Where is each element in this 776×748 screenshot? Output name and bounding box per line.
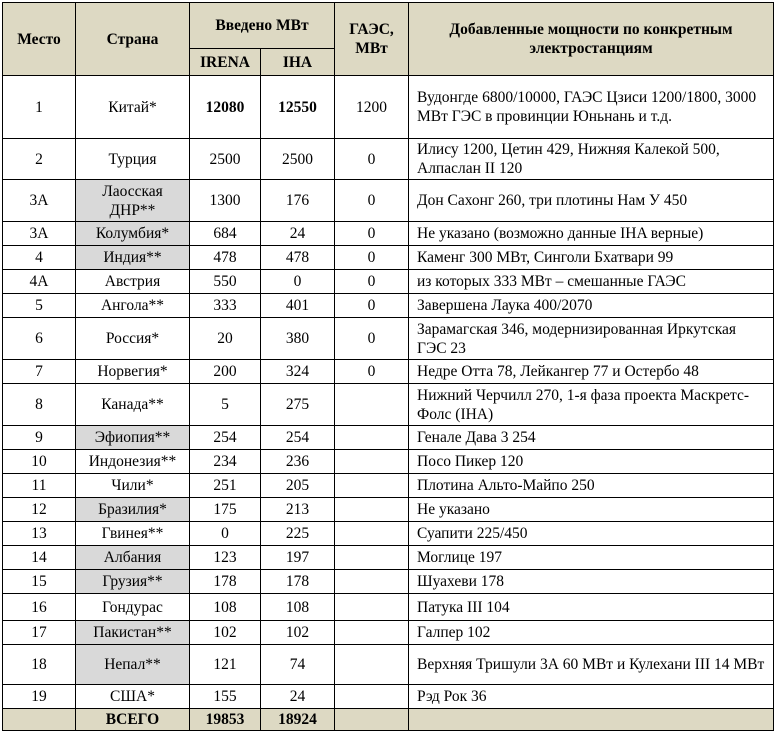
irena-cell: 20 — [190, 318, 261, 360]
header-introduced: Введено МВт — [190, 3, 335, 49]
gaes-cell: 0 — [335, 294, 409, 318]
gaes-cell: 1200 — [335, 76, 409, 139]
total-place-cell — [3, 709, 76, 731]
irena-cell: 12080 — [190, 76, 261, 139]
place-cell: 10 — [3, 450, 76, 474]
gaes-cell — [335, 685, 409, 709]
iha-cell: 24 — [261, 685, 335, 709]
place-cell: 4А — [3, 270, 76, 294]
irena-cell: 234 — [190, 450, 261, 474]
iha-cell: 254 — [261, 426, 335, 450]
added-capacity-cell: Вудонгде 6800/10000, ГАЭС Цзиси 1200/1800, 3000 МВт ГЭС в провинции Юньнань и т.д. — [409, 76, 774, 139]
irena-cell: 478 — [190, 246, 261, 270]
iha-cell: 205 — [261, 474, 335, 498]
place-cell: 7 — [3, 360, 76, 384]
iha-cell: 12550 — [261, 76, 335, 139]
table-row — [3, 685, 774, 709]
gaes-cell: 0 — [335, 270, 409, 294]
table-row — [3, 570, 774, 594]
added-capacity-cell: Нижний Черчилл 270, 1-я фаза проекта Маскретс-Фолс (IHA) — [409, 384, 774, 426]
iha-cell: 213 — [261, 498, 335, 522]
header-irena: IRENA — [190, 49, 261, 76]
irena-cell: 5 — [190, 384, 261, 426]
table-row — [3, 294, 774, 318]
added-capacity-cell: Завершена Лаука 400/2070 — [409, 294, 774, 318]
header-place: Место — [3, 3, 76, 76]
country-cell: Австрия — [76, 270, 190, 294]
added-capacity-cell: Посо Пикер 120 — [409, 450, 774, 474]
total-added-cell — [409, 709, 774, 731]
place-cell: 8 — [3, 384, 76, 426]
irena-cell: 102 — [190, 621, 261, 645]
added-capacity-cell: Галпер 102 — [409, 621, 774, 645]
country-cell: Индонезия** — [76, 450, 190, 474]
place-cell: 14 — [3, 546, 76, 570]
iha-cell: 275 — [261, 384, 335, 426]
place-cell: 15 — [3, 570, 76, 594]
country-cell: Канада** — [76, 384, 190, 426]
gaes-cell: 0 — [335, 222, 409, 246]
irena-cell: 1300 — [190, 180, 261, 222]
iha-cell: 478 — [261, 246, 335, 270]
gaes-cell — [335, 426, 409, 450]
table-row — [3, 474, 774, 498]
irena-cell: 684 — [190, 222, 261, 246]
country-cell: Пакистан** — [76, 621, 190, 645]
table-row — [3, 594, 774, 621]
table-row — [3, 384, 774, 426]
iha-cell: 176 — [261, 180, 335, 222]
added-capacity-cell: Каменг 300 МВт, Синголи Бхатвари 99 — [409, 246, 774, 270]
country-cell: Гондурас — [76, 594, 190, 621]
gaes-cell — [335, 522, 409, 546]
irena-cell: 333 — [190, 294, 261, 318]
total-iha: 18924 — [261, 709, 335, 731]
iha-cell: 0 — [261, 270, 335, 294]
table-body — [3, 76, 774, 709]
iha-cell: 74 — [261, 645, 335, 685]
added-capacity-cell: Рэд Рок 36 — [409, 685, 774, 709]
irena-cell: 178 — [190, 570, 261, 594]
country-cell: Бразилия* — [76, 498, 190, 522]
country-cell: США* — [76, 685, 190, 709]
place-cell: 12 — [3, 498, 76, 522]
added-capacity-cell: Суапити 225/450 — [409, 522, 774, 546]
total-irena: 19853 — [190, 709, 261, 731]
gaes-cell: 0 — [335, 180, 409, 222]
iha-cell: 197 — [261, 546, 335, 570]
table-row — [3, 139, 774, 180]
irena-cell: 175 — [190, 498, 261, 522]
place-cell: 11 — [3, 474, 76, 498]
irena-cell: 108 — [190, 594, 261, 621]
gaes-cell: 0 — [335, 360, 409, 384]
country-cell: Непал** — [76, 645, 190, 685]
table-row — [3, 546, 774, 570]
irena-cell: 155 — [190, 685, 261, 709]
place-cell: 4 — [3, 246, 76, 270]
gaes-cell — [335, 498, 409, 522]
irena-cell: 200 — [190, 360, 261, 384]
irena-cell: 251 — [190, 474, 261, 498]
table-row — [3, 246, 774, 270]
added-capacity-cell: Плотина Альто-Майпо 250 — [409, 474, 774, 498]
country-cell: Турция — [76, 139, 190, 180]
table-row — [3, 360, 774, 384]
country-cell: Индия** — [76, 246, 190, 270]
gaes-cell: 0 — [335, 246, 409, 270]
iha-cell: 324 — [261, 360, 335, 384]
place-cell: 9 — [3, 426, 76, 450]
table-row — [3, 76, 774, 139]
place-cell: 17 — [3, 621, 76, 645]
irena-cell: 123 — [190, 546, 261, 570]
gaes-cell — [335, 621, 409, 645]
iha-cell: 2500 — [261, 139, 335, 180]
header-country: Страна — [76, 3, 190, 76]
iha-cell: 108 — [261, 594, 335, 621]
country-cell: Албания — [76, 546, 190, 570]
header-iha: IHA — [261, 49, 335, 76]
iha-cell: 380 — [261, 318, 335, 360]
table-row — [3, 270, 774, 294]
country-cell: Эфиопия** — [76, 426, 190, 450]
added-capacity-cell: Верхняя Тришули 3А 60 МВт и Кулехани III 14 МВт — [409, 645, 774, 685]
gaes-cell: 0 — [335, 318, 409, 360]
header-gaes: ГАЭС, МВт — [335, 3, 409, 76]
country-cell: Гвинея** — [76, 522, 190, 546]
irena-cell: 121 — [190, 645, 261, 685]
irena-cell: 550 — [190, 270, 261, 294]
place-cell: 16 — [3, 594, 76, 621]
iha-cell: 24 — [261, 222, 335, 246]
table-row — [3, 318, 774, 360]
gaes-cell — [335, 570, 409, 594]
table-row — [3, 222, 774, 246]
country-cell: Колумбия* — [76, 222, 190, 246]
country-cell: Норвегия* — [76, 360, 190, 384]
place-cell: 6 — [3, 318, 76, 360]
added-capacity-cell: Моглице 197 — [409, 546, 774, 570]
table-row — [3, 621, 774, 645]
country-cell: Грузия** — [76, 570, 190, 594]
added-capacity-cell: Не указано (возможно данные IHA верные) — [409, 222, 774, 246]
country-cell: Чили* — [76, 474, 190, 498]
place-cell: 18 — [3, 645, 76, 685]
place-cell: 3А — [3, 180, 76, 222]
place-cell: 5 — [3, 294, 76, 318]
table-row — [3, 498, 774, 522]
irena-cell: 254 — [190, 426, 261, 450]
added-capacity-cell: Илису 1200, Цетин 429, Нижняя Калекой 500, Алпаслан II 120 — [409, 139, 774, 180]
irena-cell: 2500 — [190, 139, 261, 180]
table-row — [3, 180, 774, 222]
country-cell: Ангола** — [76, 294, 190, 318]
place-cell: 13 — [3, 522, 76, 546]
table-row — [3, 450, 774, 474]
place-cell: 19 — [3, 685, 76, 709]
place-cell: 3А — [3, 222, 76, 246]
table-row — [3, 522, 774, 546]
place-cell: 2 — [3, 139, 76, 180]
place-cell: 1 — [3, 76, 76, 139]
total-label: ВСЕГО — [76, 709, 190, 731]
irena-cell: 0 — [190, 522, 261, 546]
added-capacity-cell: Шуахеви 178 — [409, 570, 774, 594]
added-capacity-cell: Недре Отта 78, Лейкангер 77 и Остербо 48 — [409, 360, 774, 384]
iha-cell: 102 — [261, 621, 335, 645]
hydro-capacity-table — [2, 2, 774, 731]
gaes-cell — [335, 384, 409, 426]
added-capacity-cell: Не указано — [409, 498, 774, 522]
iha-cell: 178 — [261, 570, 335, 594]
gaes-cell — [335, 546, 409, 570]
added-capacity-cell: Генале Дава 3 254 — [409, 426, 774, 450]
gaes-cell — [335, 450, 409, 474]
added-capacity-cell: Зарамагская 346, модернизированная Иркутская ГЭС 23 — [409, 318, 774, 360]
country-cell: Китай* — [76, 76, 190, 139]
country-cell: Россия* — [76, 318, 190, 360]
total-gaes-cell — [335, 709, 409, 731]
total-row — [3, 709, 774, 731]
gaes-cell — [335, 594, 409, 621]
country-cell: Лаосская ДНР** — [76, 180, 190, 222]
iha-cell: 236 — [261, 450, 335, 474]
added-capacity-cell: Дон Сахонг 260, три плотины Нам У 450 — [409, 180, 774, 222]
gaes-cell — [335, 474, 409, 498]
gaes-cell — [335, 645, 409, 685]
header-added-capacity: Добавленные мощности по конкретным электростанциям — [409, 3, 774, 76]
table-row — [3, 645, 774, 685]
gaes-cell: 0 — [335, 139, 409, 180]
iha-cell: 401 — [261, 294, 335, 318]
added-capacity-cell: Патука III 104 — [409, 594, 774, 621]
iha-cell: 225 — [261, 522, 335, 546]
added-capacity-cell: из которых 333 МВт – смешанные ГАЭС — [409, 270, 774, 294]
table-row — [3, 426, 774, 450]
